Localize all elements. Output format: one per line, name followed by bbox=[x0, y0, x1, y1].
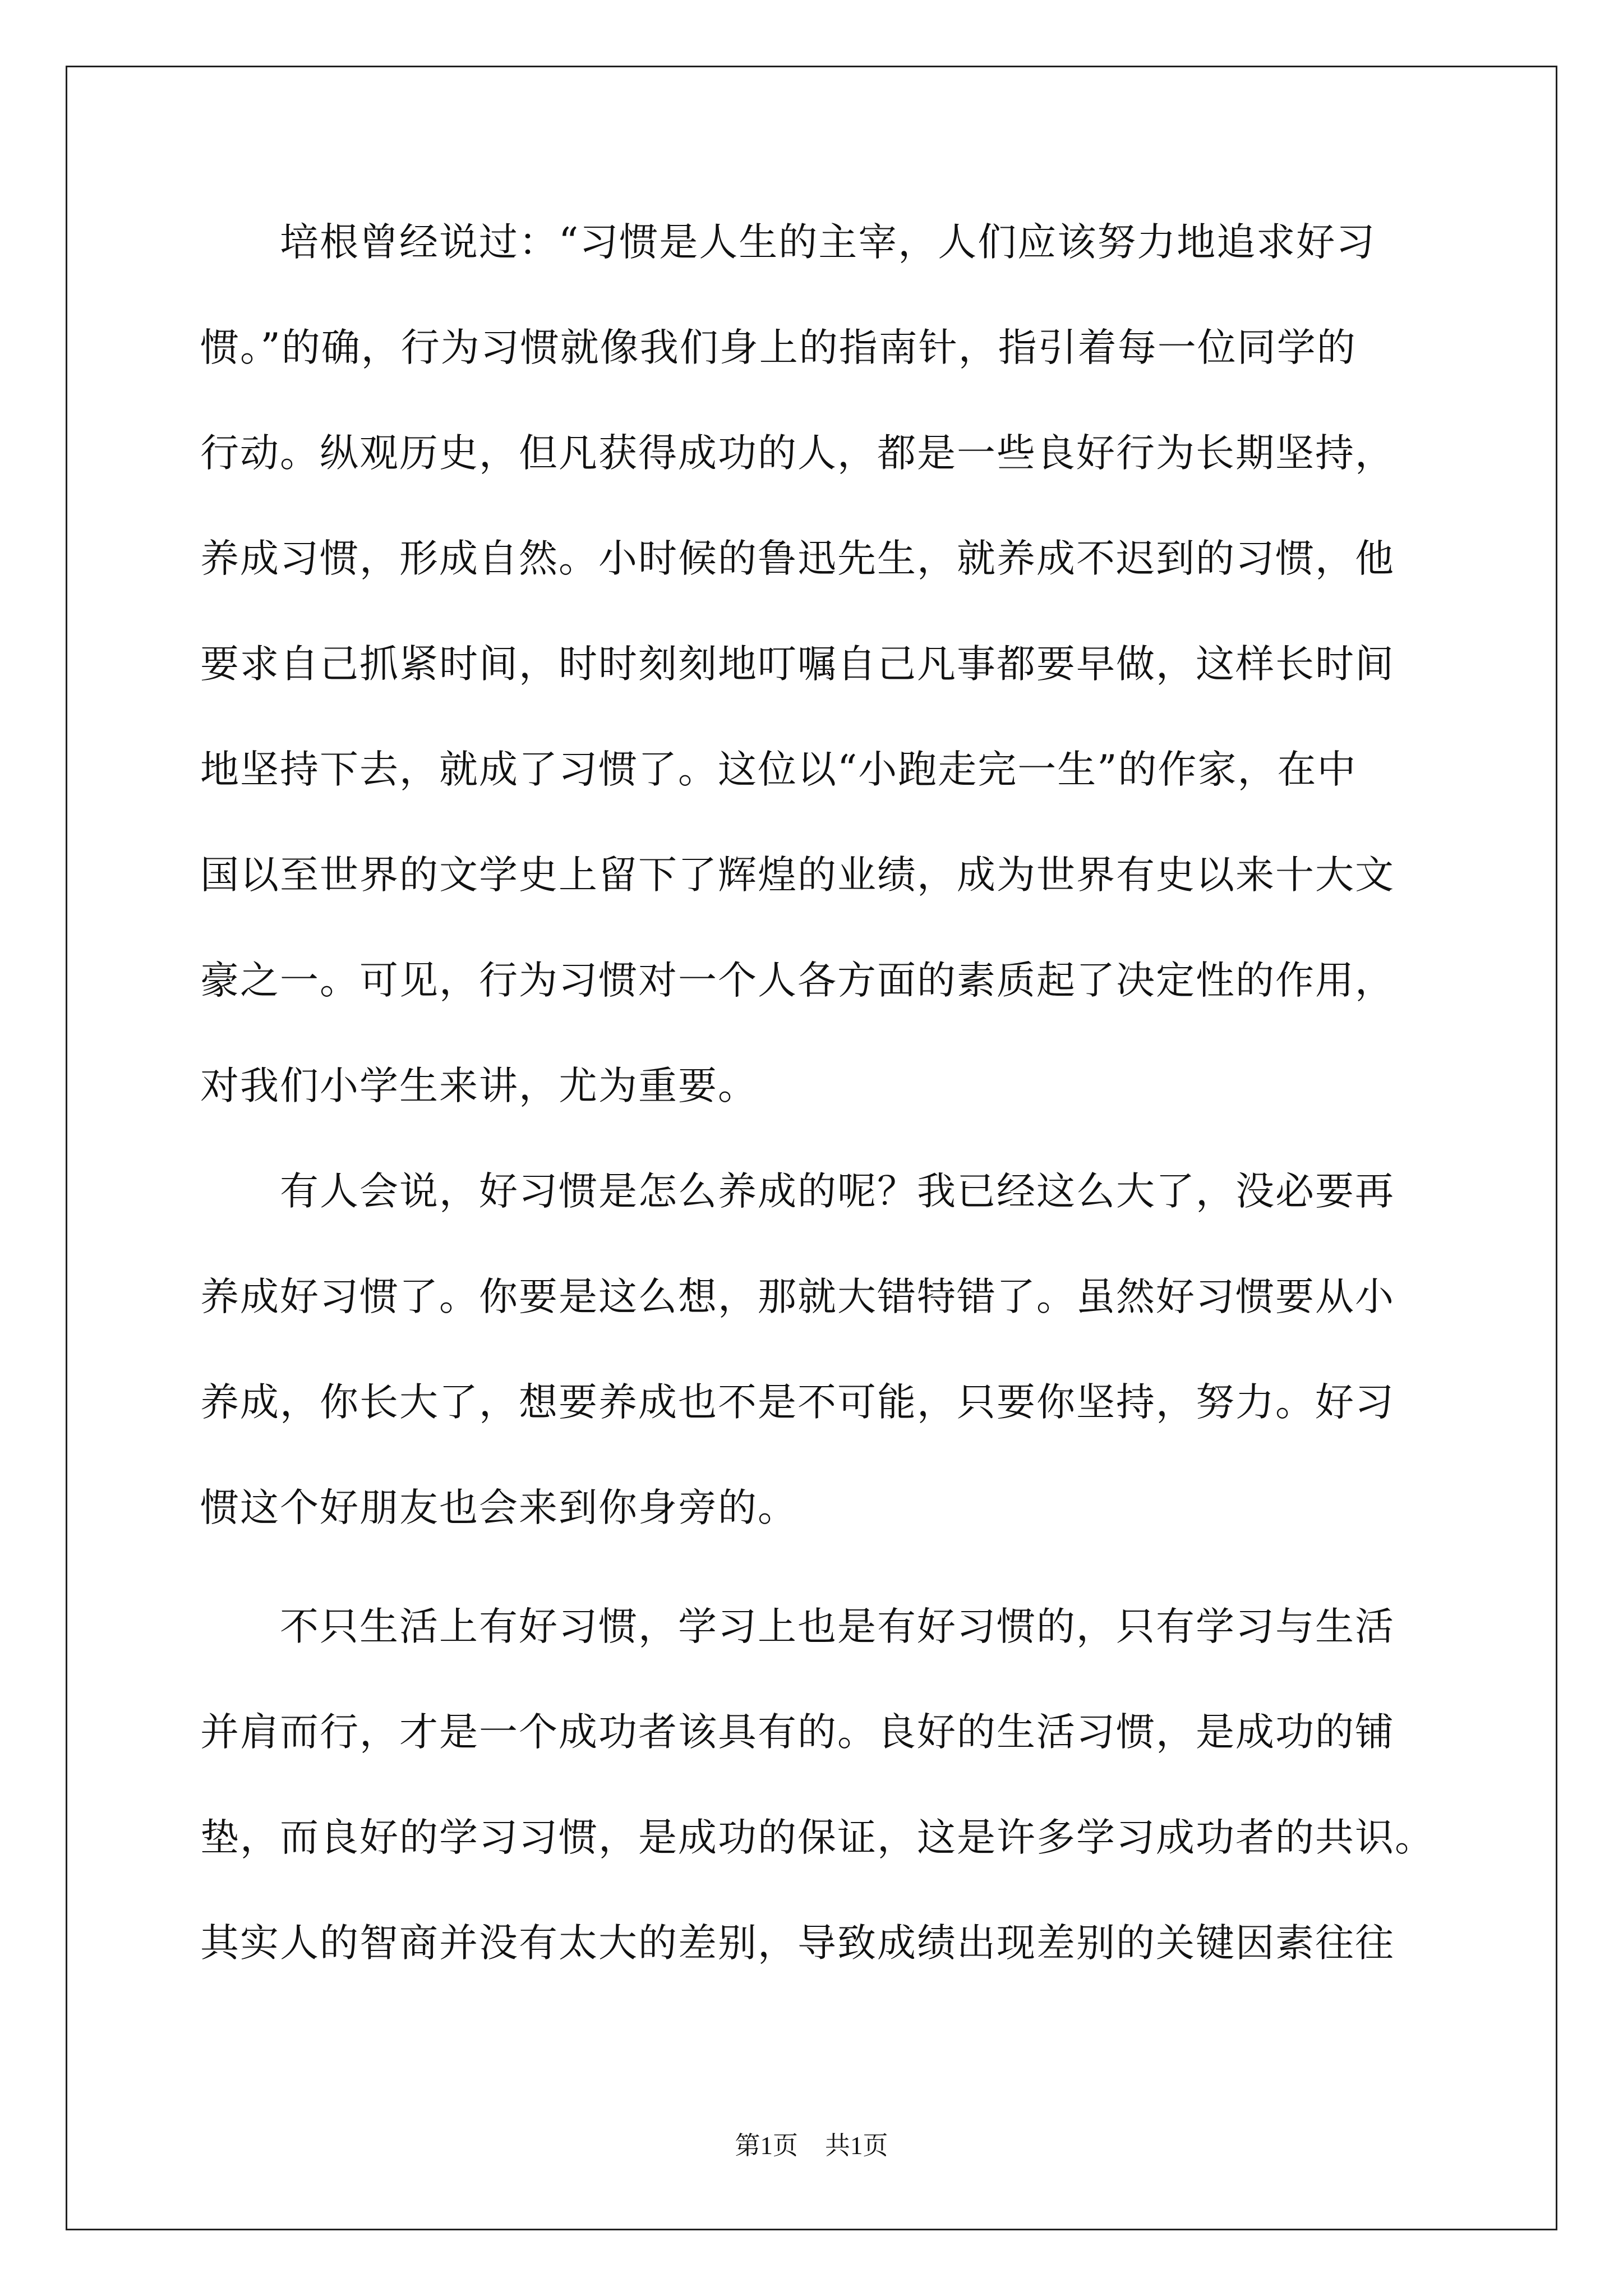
paragraph-1-line-7: 国以至世界的文学史上留下了辉煌的业绩，成为世界有史以来十大文 bbox=[200, 853, 1395, 898]
paragraph-2-line-1: 有人会说，好习惯是怎么养成的呢？我已经这么大了，没必要再 bbox=[280, 1169, 1395, 1214]
paragraph-1-line-8: 豪之一。可见，行为习惯对一个人各方面的素质起了决定性的作用， bbox=[200, 958, 1395, 1003]
paragraph-1-line-9: 对我们小学生来讲，尤为重要。 bbox=[200, 1064, 758, 1108]
paragraph-2-line-4: 惯这个好朋友也会来到你身旁的。 bbox=[200, 1485, 797, 1530]
paragraph-1-line-5: 要求自己抓紧时间，时时刻刻地叮嘱自己凡事都要早做，这样长时间 bbox=[200, 642, 1395, 687]
paragraph-1-line-2: 惯。”的确，行为习惯就像我们身上的指南针，指引着每一位同学的 bbox=[200, 325, 1357, 370]
paragraph-1-line-3: 行动。纵观历史，但凡获得成功的人，都是一些良好行为长期坚持， bbox=[200, 431, 1395, 476]
paragraph-1-line-6: 地坚持下去，就成了习惯了。这位以“小跑走完一生”的作家，在中 bbox=[200, 747, 1357, 792]
page-footer bbox=[0, 2125, 1623, 2161]
paragraph-3-line-4: 其实人的智商并没有太大的差别，导致成绩出现差别的关键因素往往 bbox=[200, 1921, 1395, 1966]
paragraph-1-line-4: 养成习惯，形成自然。小时候的鲁迅先生，就养成不迟到的习惯，他 bbox=[200, 536, 1395, 581]
paragraph-2-line-3: 养成，你长大了，想要养成也不是不可能，只要你坚持，努力。好习 bbox=[200, 1380, 1395, 1425]
paragraph-1-line-1: 培根曾经说过：“习惯是人生的主宰，人们应该努力地追求好习 bbox=[280, 220, 1376, 265]
paragraph-3-line-2: 并肩而行，才是一个成功者该具有的。良好的生活习惯，是成功的铺 bbox=[200, 1710, 1395, 1755]
document-body bbox=[200, 219, 1438, 2025]
page-total: 共1页 bbox=[825, 2132, 888, 2160]
paragraph-2-line-2: 养成好习惯了。你要是这么想，那就大错特错了。虽然好习惯要从小 bbox=[200, 1274, 1395, 1319]
paragraph-3-line-3: 垫，而良好的学习习惯，是成功的保证，这是许多学习成功者的共识。 bbox=[200, 1815, 1435, 1860]
page-number: 第1页 bbox=[735, 2132, 798, 2160]
paragraph-3-line-1: 不只生活上有好习惯，学习上也是有好习惯的，只有学习与生活 bbox=[280, 1604, 1395, 1649]
